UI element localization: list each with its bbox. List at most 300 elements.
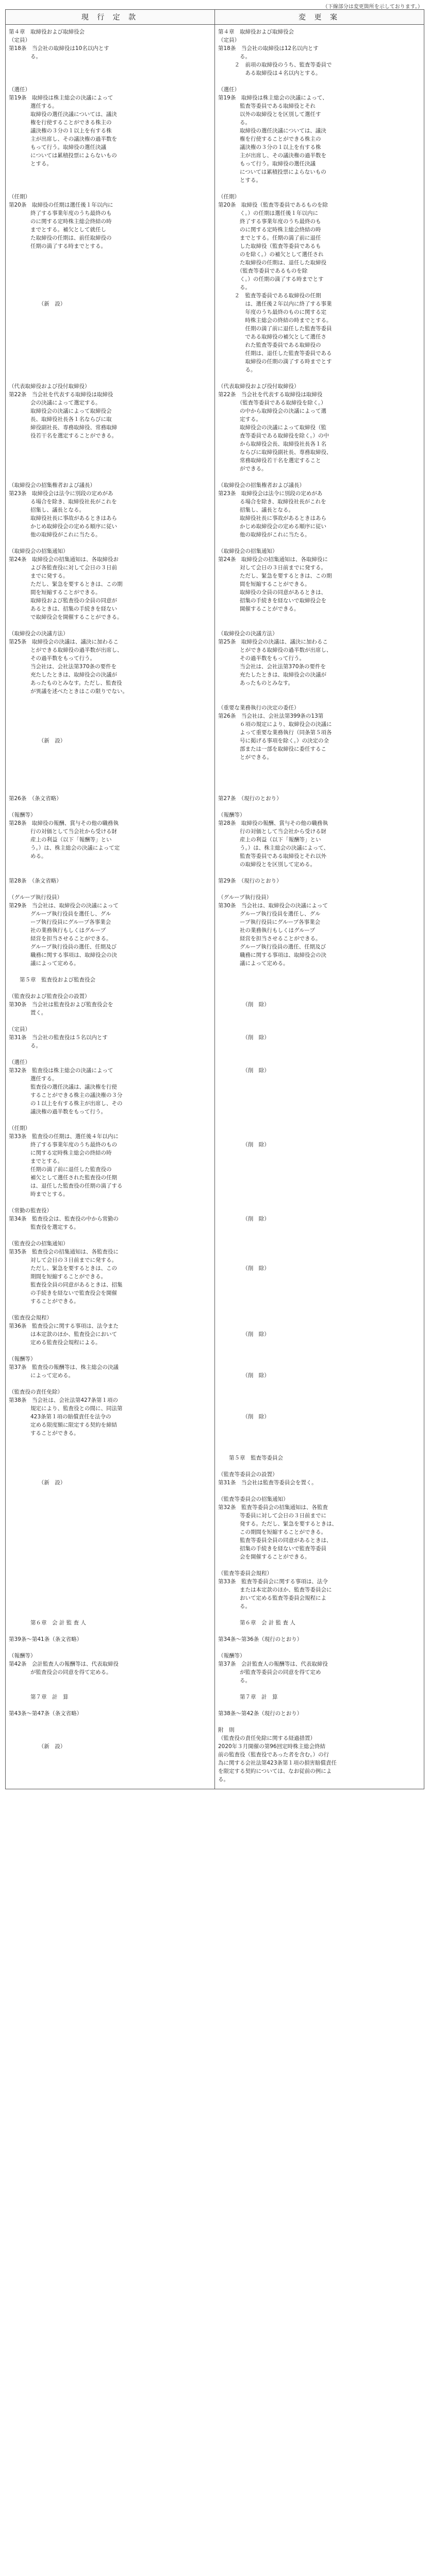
text-line: （報酬等） xyxy=(9,1653,36,1659)
proposed-cell xyxy=(215,874,424,890)
text-line xyxy=(218,1421,421,1429)
text-line: あったものとみなす。 xyxy=(218,680,294,686)
text-line: （削 除） xyxy=(218,1265,270,1272)
text-line xyxy=(218,1198,421,1207)
text-line xyxy=(218,1462,421,1470)
current-cell xyxy=(6,791,215,808)
text-line: 第32条 監査等委員会の招集通知は、各監査 xyxy=(218,1504,328,1511)
change-note: （下線部分は変更箇所を示しております。） xyxy=(322,4,423,10)
text-line xyxy=(9,1734,211,1742)
text-line: （新 設） xyxy=(9,738,66,744)
text-line: （報酬等） xyxy=(218,812,245,818)
text-line: 選任する。 xyxy=(9,103,58,109)
text-line xyxy=(9,1767,211,1775)
proposed-cell xyxy=(215,701,424,791)
text-line xyxy=(9,1462,211,1470)
text-line: る場合を除き、取締役社長がこれを xyxy=(9,499,117,505)
proposed-cell xyxy=(215,1649,424,1690)
table-row xyxy=(6,379,424,478)
text-line: の手続きを経ないで監査役会を開催 xyxy=(9,1290,117,1296)
text-line: 開催することができる。 xyxy=(218,606,300,612)
text-line xyxy=(218,1297,421,1306)
current-cell xyxy=(6,973,215,1451)
text-line: （任期） xyxy=(218,194,240,200)
text-line: 附 則 xyxy=(218,1727,235,1733)
table-row xyxy=(6,791,424,808)
text-line: 主が出席し、その議決権の過半数を xyxy=(9,136,117,142)
text-line: 招集し、議長となる。 xyxy=(218,507,294,513)
text-line: 終了する事業年度のうち最終のも xyxy=(9,210,112,216)
text-line: 他の取締役がこれに当たる。 xyxy=(9,532,101,538)
text-line xyxy=(9,1569,211,1578)
text-line: 第27条 （現行のとおり） xyxy=(218,795,282,802)
text-line: 権を行使することができる株主の xyxy=(218,136,321,142)
text-line: この期間を短縮することができる。 xyxy=(218,1529,326,1535)
proposed-cell xyxy=(215,379,424,478)
text-line xyxy=(218,1174,421,1182)
text-line xyxy=(218,1396,421,1404)
text-line: 任期は、退任した監査等委員である xyxy=(218,350,332,357)
text-line: 任期の満了前に退任した監査等委員 xyxy=(218,326,332,332)
text-line: 第５章 監査役および監査役会 xyxy=(9,977,95,983)
text-line: （グループ執行役員） xyxy=(218,894,272,901)
text-line xyxy=(9,1347,211,1355)
proposed-cell xyxy=(215,626,424,701)
proposed-cell xyxy=(215,808,424,874)
text-line: は本定款のほか、監査役会において xyxy=(9,1331,117,1337)
text-line xyxy=(9,316,211,325)
text-line: グループ執行役員を選任し、グル xyxy=(9,911,111,917)
text-line: の中から取締役会の決議によって選 xyxy=(218,408,326,414)
text-line xyxy=(218,1099,421,1108)
text-line: ６項の規定により、取締役会の決議に xyxy=(218,721,332,727)
text-line: 監査役の選任決議は、議決権を行使 xyxy=(9,1084,117,1090)
text-line xyxy=(9,1528,211,1536)
text-line xyxy=(9,1520,211,1528)
text-line xyxy=(9,1454,211,1462)
text-line: （監査役の責任免除） xyxy=(9,1389,63,1395)
table-header-row xyxy=(6,10,424,25)
text-line: 第34条 監査役会は、監査役の中から常勤の xyxy=(9,1216,119,1222)
text-line: 第26条 （条文省略） xyxy=(9,795,62,802)
text-line: とができる取締役の過半数が出席し、 xyxy=(218,647,332,653)
text-line: 年度のうち最終のものに関する定 xyxy=(218,309,326,315)
text-line: る。 xyxy=(218,1776,229,1783)
text-line xyxy=(218,1050,421,1058)
table-row xyxy=(6,25,424,83)
text-line xyxy=(9,1487,211,1495)
text-line xyxy=(9,292,211,300)
text-line xyxy=(9,1116,211,1124)
text-line: （重要な業務執行の決定の委任） xyxy=(218,705,300,711)
text-line: ただし、緊急を要するときは、この xyxy=(9,1265,117,1272)
text-line xyxy=(9,333,211,341)
text-line: （削 除） xyxy=(218,1035,270,1041)
current-cell xyxy=(6,1616,215,1649)
text-line: 選任する。 xyxy=(9,1076,58,1082)
text-line xyxy=(9,325,211,333)
proposed-cell xyxy=(215,890,424,973)
table-row xyxy=(6,973,424,1451)
text-line: （選任） xyxy=(218,87,240,93)
text-line: 第25条 取締役会の決議は、議決に加わるこ xyxy=(218,639,328,645)
text-line xyxy=(218,1437,421,1446)
text-line: した取締役（監査等委員であるも xyxy=(218,243,321,249)
text-line: については累積投票によらないもの xyxy=(9,152,117,159)
text-line: 議によって定める。 xyxy=(218,960,289,967)
text-line: る。 xyxy=(9,54,41,60)
text-line xyxy=(9,1751,211,1759)
text-line: （代表取締役および役付取締役） xyxy=(218,383,300,389)
text-line: あるときは、招集の手続きを経ない xyxy=(9,606,117,612)
proposed-cell xyxy=(215,544,424,626)
text-line xyxy=(218,1289,421,1297)
text-line xyxy=(9,1759,211,1767)
text-line: 社の業務執行もしくはグループ xyxy=(218,927,316,934)
text-line: 定める限度額に限定する契約を締結 xyxy=(9,1422,117,1428)
text-line: が監査役会の同意を得て定める。 xyxy=(9,1669,112,1675)
text-line: のに関する定時株主総会終結の時 xyxy=(218,227,321,233)
text-line: とができる。 xyxy=(218,754,272,760)
text-line: 取締役会の決議によって取締役会 xyxy=(9,408,112,414)
text-line: （監査等委員であるものを除 xyxy=(218,268,308,274)
text-line: （監査等委員会の設置） xyxy=(218,1471,278,1478)
text-line xyxy=(9,712,211,720)
text-line xyxy=(218,1157,421,1165)
proposed-cell xyxy=(215,1451,424,1616)
proposed-cell xyxy=(215,973,424,1451)
text-line: ープ執行役員にグループ各事業会 xyxy=(9,919,111,925)
text-line: で取締役会を開催することができる。 xyxy=(9,614,123,620)
text-line: に関する定時株主総会の終結の時 xyxy=(9,1150,112,1156)
current-cell xyxy=(6,190,215,379)
text-line: とができる取締役の過半数が出席し、 xyxy=(9,647,123,653)
text-line: ある取締役は４名以内とする。 xyxy=(218,70,321,76)
text-line: ができる。 xyxy=(218,466,267,472)
current-cell xyxy=(6,1723,215,1789)
text-line: 定する。 xyxy=(218,416,261,422)
table-row xyxy=(6,544,424,626)
text-line: 第23条 取締役会は法令に別段の定めがあ xyxy=(218,490,323,497)
text-line xyxy=(218,1009,421,1017)
table-row xyxy=(6,626,424,701)
table-row xyxy=(6,1451,424,1616)
text-line: 行の対価として当会社から受ける財 xyxy=(218,828,326,835)
text-line: （取締役会の招集通知） xyxy=(218,548,278,554)
text-line: （定員） xyxy=(9,37,30,43)
text-line: 第７章 計 算 xyxy=(9,1694,69,1700)
text-line: 期間を短縮することができる。 xyxy=(9,1274,106,1280)
proposed-cell xyxy=(215,478,424,544)
text-line xyxy=(218,976,421,984)
text-line: とする。 xyxy=(9,161,52,167)
text-line: によって定める。 xyxy=(9,1372,74,1379)
text-line: 第26条 当会社は、会社法第399条の13第 xyxy=(218,713,324,719)
text-line xyxy=(9,728,211,737)
text-line: のに関する定時株主総会終結の時 xyxy=(9,218,112,225)
text-line: れた監査等委員である取締役の xyxy=(218,342,321,348)
text-line: る。 xyxy=(218,120,251,126)
text-line: る。 xyxy=(218,54,251,60)
text-line: る。 xyxy=(218,367,256,373)
table-row xyxy=(6,478,424,544)
text-line: （削 除） xyxy=(218,1331,270,1337)
text-line: 締役副社長、専務取締役、常務取締 xyxy=(9,425,117,431)
current-cell xyxy=(6,808,215,874)
text-line xyxy=(9,778,211,786)
text-line: までとする。任期の満了前に退任 xyxy=(218,235,321,241)
text-line: 2020年３月開催の第96回定時株主総会終結 xyxy=(218,1743,326,1750)
text-line xyxy=(218,1380,421,1388)
text-line: 終了する事業年度のうち最終のもの xyxy=(9,1142,117,1148)
text-line: 対して会日の３日前までに発する。 xyxy=(9,1257,117,1263)
text-line: （削 除） xyxy=(218,1216,270,1222)
text-line xyxy=(218,1231,421,1240)
text-line xyxy=(9,1775,211,1784)
text-line: 第33条 監査役の任期は、選任後４年以内に xyxy=(9,1133,119,1140)
text-line xyxy=(9,283,211,292)
table-row xyxy=(6,82,424,190)
text-line xyxy=(9,1231,211,1240)
text-line xyxy=(218,1487,421,1495)
text-line: （新 設） xyxy=(9,301,66,307)
text-line: （選任） xyxy=(9,1059,30,1065)
text-line xyxy=(218,1091,421,1099)
text-line: 第34条～第36条（現行のとおり） xyxy=(218,1636,303,1642)
text-line: 第29条 （現行のとおり） xyxy=(218,878,282,884)
text-line: もって行う。取締役の選任決議 xyxy=(9,144,106,150)
comparison-table xyxy=(5,9,424,1789)
text-line: 間を短縮することができる。 xyxy=(218,581,310,587)
text-line: 取締役の選任決議については、議決 xyxy=(218,128,326,134)
text-line: （削 除） xyxy=(218,1002,270,1008)
text-line: ２ 前項の取締役のうち、監査等委員で xyxy=(218,62,332,68)
text-line: 取締役社長に事故があるときはあら xyxy=(218,515,326,521)
current-cell xyxy=(6,626,215,701)
text-line: は、選任後２年以内に終了する事業 xyxy=(218,301,332,307)
text-line: 産上の利益（以下「報酬等」とい xyxy=(218,837,321,843)
text-line: 号に掲げる事項を除く。）の決定の全 xyxy=(218,738,329,744)
text-line xyxy=(218,1363,421,1371)
text-line xyxy=(9,267,211,275)
text-line: う。）は、株主総会の決議によって、 xyxy=(218,845,329,851)
text-line: が監査等委員会の同意を得て定め xyxy=(218,1669,321,1675)
proposed-cell xyxy=(215,82,424,190)
text-line: （任期） xyxy=(9,194,30,200)
text-line: を限定する契約については、なお従前の例によ xyxy=(218,1768,332,1774)
text-line: 取締役の選任決議については、議決 xyxy=(9,111,117,117)
text-line: 第６章 会 計 監 査 人 xyxy=(218,1620,295,1626)
text-line xyxy=(218,1124,421,1132)
text-line xyxy=(9,250,211,259)
text-line: 第18条 当会社の取締役は10名以内とす xyxy=(9,45,109,52)
text-line xyxy=(9,1495,211,1503)
text-line: 監査等委員全員の同意があるときは、 xyxy=(218,1537,332,1544)
text-line: 他の取締役がこれに当たる。 xyxy=(218,532,310,538)
text-line: （監査役会の招集通知） xyxy=(9,1241,69,1247)
text-line: 議決権の３分の１以上を有する株 xyxy=(218,144,321,150)
text-line xyxy=(218,1248,421,1256)
text-line xyxy=(9,275,211,283)
text-line: 任期の満了前に退任した監査役の xyxy=(9,1166,112,1173)
current-cell xyxy=(6,1690,215,1723)
text-line xyxy=(9,984,211,992)
text-line: （監査等委員である取締役を除く。） xyxy=(218,400,326,406)
text-line: （新 設） xyxy=(9,1480,66,1486)
text-line xyxy=(9,1701,211,1709)
text-line: （取締役会の招集権者および議長） xyxy=(9,482,95,488)
text-line: （取締役会の招集権者および議長） xyxy=(218,482,305,488)
text-line: 議決権の３分の１以上を有する株 xyxy=(9,128,112,134)
text-line: 第28条 取締役の報酬、賞与その他の職務執 xyxy=(9,820,119,826)
text-line: 置く。 xyxy=(9,1010,47,1016)
text-line: その過半数をもって行う。 xyxy=(218,655,305,662)
text-line: 第42条 会計監査人の報酬等は、代表取締役 xyxy=(9,1661,119,1667)
text-line: 第35条 監査役会の招集通知は、各監査役に xyxy=(9,1249,119,1255)
text-line: よび各監査役に対して会日の３日前 xyxy=(9,565,117,571)
text-line: のを除く。）の補欠として選任され xyxy=(218,251,324,258)
text-line: ただし、緊急を要するときは、この期 xyxy=(218,573,332,579)
text-line: 第31条 当会社は監査等委員会を置く。 xyxy=(218,1480,317,1486)
text-line: 第４章 取締役および取締役会 xyxy=(9,29,85,35)
text-line: （報酬等） xyxy=(218,1653,245,1659)
text-line: 第43条～第47条（条文省略） xyxy=(9,1710,82,1717)
text-line: （削 除） xyxy=(218,1067,270,1074)
proposed-cell xyxy=(215,1723,424,1789)
text-line: 第33条 監査等委員会に関する事項は、法令 xyxy=(218,1579,328,1585)
text-line: 議によって定める。 xyxy=(9,960,79,967)
text-line: までとする。補欠として就任し xyxy=(9,227,106,233)
current-cell xyxy=(6,544,215,626)
table-row xyxy=(6,1616,424,1649)
text-line: 役若干名を選定することができる。 xyxy=(9,433,117,439)
text-line: （選任） xyxy=(9,87,30,93)
table-row xyxy=(6,190,424,379)
text-line xyxy=(9,753,211,761)
text-line: める。 xyxy=(9,853,47,859)
text-line: 第31条 当会社の監査役は５名以内とす xyxy=(9,1035,108,1041)
text-line xyxy=(9,1198,211,1207)
text-line xyxy=(9,259,211,267)
text-line xyxy=(9,770,211,778)
text-line xyxy=(9,704,211,712)
text-line xyxy=(218,1273,421,1281)
table-row xyxy=(6,874,424,890)
text-line: 等委員に対して会日の３日前までに xyxy=(218,1513,326,1519)
text-line xyxy=(218,1108,421,1116)
text-line: 行の対価として当会社から受ける財 xyxy=(9,828,117,835)
text-line xyxy=(9,1470,211,1479)
text-line xyxy=(218,1404,421,1413)
text-line xyxy=(218,1223,421,1231)
text-line xyxy=(9,1017,211,1025)
text-line: 取締役の任期の満了する時までとす xyxy=(218,359,332,365)
text-line: グループ執行役員の選任、任期及び xyxy=(9,944,117,950)
text-line: た取締役の任期は、退任した取締役 xyxy=(218,260,326,266)
text-line: よって重要な業務執行（同条第５項各 xyxy=(218,730,332,736)
text-line: る。 xyxy=(218,284,251,291)
text-line: 間を短縮することができる。 xyxy=(9,589,101,596)
text-line: （削 除） xyxy=(218,1372,270,1379)
text-line: ２ 監査等委員である取締役の任期 xyxy=(218,293,321,299)
proposed-cell xyxy=(215,1690,424,1723)
text-line: （新 設） xyxy=(9,1743,66,1750)
text-line xyxy=(218,1165,421,1174)
text-line xyxy=(218,1388,421,1396)
text-line: もって行う。取締役の選任決議 xyxy=(218,161,316,167)
current-cell xyxy=(6,82,215,190)
text-line: 以外の取締役とを区別して選任す xyxy=(218,111,321,117)
text-line: 会を開催することができる。 xyxy=(218,1554,310,1560)
text-line: 議決権の過半数をもって行う。 xyxy=(9,1109,106,1115)
text-line: 第18条 当会社の取締役は12名以内とす xyxy=(218,45,319,52)
current-cell xyxy=(6,874,215,890)
text-line: 充たしたときは、取締役会の決議が xyxy=(218,672,326,678)
text-line xyxy=(218,1355,421,1363)
text-line: から取締役会長、取締役社長各１名 xyxy=(218,441,326,447)
text-line: 経営を担当させることができる。 xyxy=(218,936,321,942)
text-line: 第24条 取締役会の招集通知は、各取締役お xyxy=(9,556,119,563)
text-line: 取締役の全員の同意があるときは、 xyxy=(218,589,326,596)
text-line: 招集の手続きを経ないで監査等委員 xyxy=(218,1546,326,1552)
current-cell xyxy=(6,478,215,544)
text-line: る。 xyxy=(218,1677,251,1684)
text-line: 任期の満了する時までとする。 xyxy=(9,243,106,249)
text-line: 長、取締役社長各１名ならびに取 xyxy=(9,416,112,422)
text-line xyxy=(9,1578,211,1586)
text-line: グループ執行役員を選任し、グル xyxy=(218,911,321,917)
text-line: （監査等委員会の招集通知） xyxy=(218,1496,289,1502)
text-line: 発する。ただし、緊急を要するときは、 xyxy=(218,1521,337,1527)
text-line xyxy=(9,1553,211,1561)
text-line xyxy=(218,1025,421,1033)
text-line xyxy=(218,1149,421,1157)
text-line: ープ執行役員にグループ各事業会 xyxy=(218,919,321,925)
proposed-cell xyxy=(215,190,424,379)
text-line: 常務取締役若干名を選定すること xyxy=(218,457,321,464)
text-line: 第20条 取締役（監査等委員であるものを除 xyxy=(218,202,328,208)
text-line: することができる株主の議決権の３分 xyxy=(9,1092,123,1098)
text-line: 会の決議によって選定する。 xyxy=(9,400,101,406)
text-line: 第４章 取締役および取締役会 xyxy=(218,29,294,35)
text-line: （報酬等） xyxy=(9,1356,36,1362)
text-line xyxy=(218,1075,421,1083)
text-line: 時までとする。 xyxy=(9,1191,69,1197)
text-line: ただし、緊急を要するときは、この期 xyxy=(9,581,123,587)
text-line: （任期） xyxy=(9,1125,30,1131)
text-line: 第５章 監査等委員会 xyxy=(218,1455,283,1461)
text-line: 第７章 計 算 xyxy=(218,1694,278,1700)
text-line: あったものとみなす。ただし、監査役 xyxy=(9,680,122,686)
text-line: 423条第１項の賠償責任を法令の xyxy=(9,1414,111,1420)
text-line: 当会社は、会社法第370条の要件を xyxy=(9,664,117,670)
text-line: 第36条 監査役会に関する事項は、法令また xyxy=(9,1323,119,1329)
current-cell xyxy=(6,1649,215,1690)
text-line: る。 xyxy=(218,1603,251,1609)
text-line: 第37条 監査役の報酬等は、株主総会の決議 xyxy=(9,1364,119,1370)
text-line: 権を行使することができる株主の xyxy=(9,120,112,126)
text-line: 第22条 当会社を代表する取締役は取締役 xyxy=(218,392,323,398)
text-line: その過半数をもって行う。 xyxy=(9,655,95,662)
table-row xyxy=(6,1649,424,1690)
text-line xyxy=(218,1347,421,1355)
text-line: 第38条 当会社は、会社法第427条第１項の xyxy=(9,1397,118,1403)
text-line: 第23条 取締役会は法令に別段の定めがあ xyxy=(9,490,113,497)
text-line: までとする。 xyxy=(9,1158,63,1164)
table-row xyxy=(6,808,424,874)
text-line: 第39条～第41条（条文省略） xyxy=(9,1636,82,1642)
text-line xyxy=(9,1561,211,1569)
